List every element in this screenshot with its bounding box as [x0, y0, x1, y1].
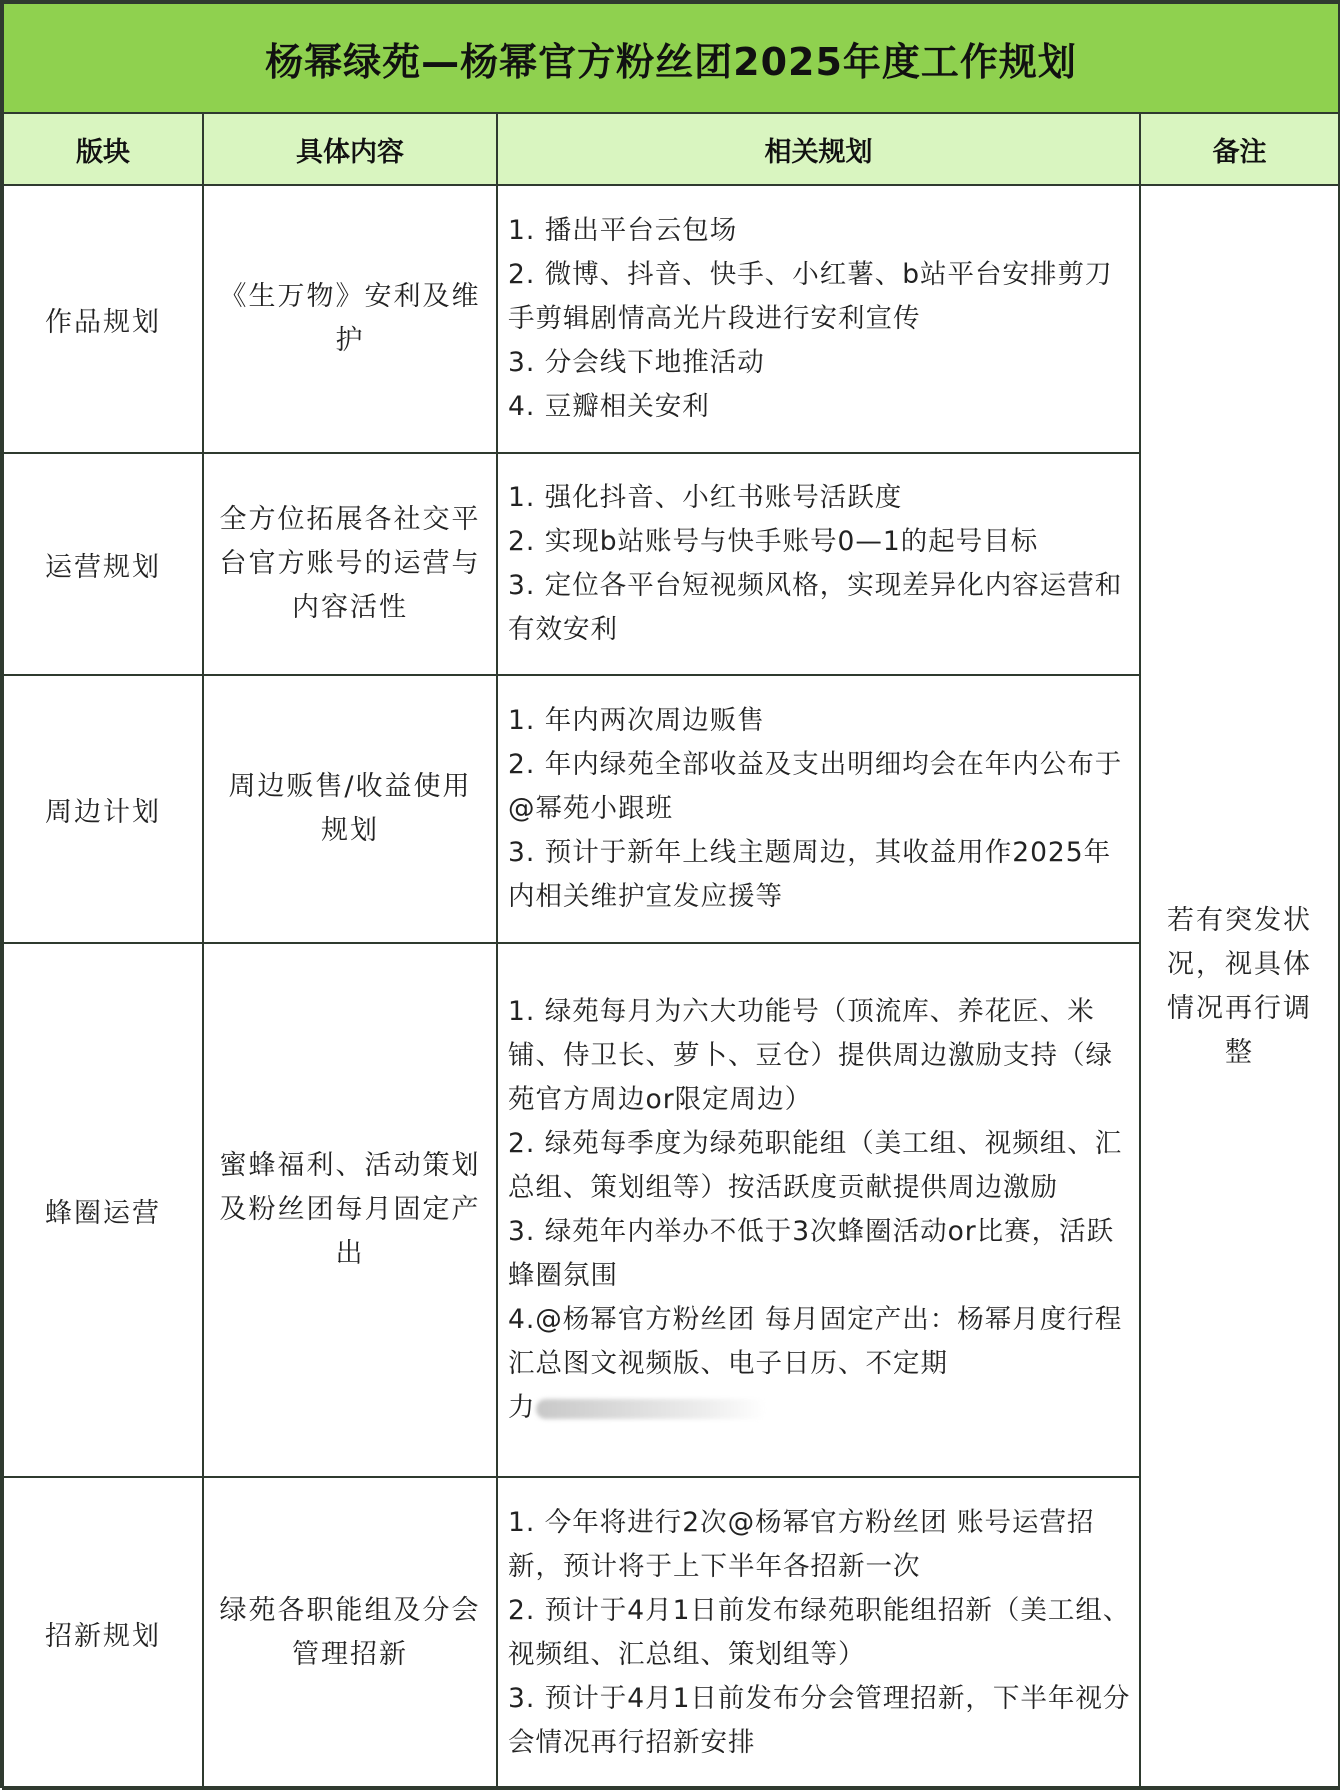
plan-item: 1. 今年将进行2次@杨幂官方粉丝团 账号运营招新，预计将于上下半年各招新一次	[508, 1507, 1095, 1582]
block-cell: 周边计划	[3, 675, 203, 943]
plan-item: 1. 绿苑每月为六大功能号（顶流库、养花匠、米铺、侍卫长、萝卜、豆仓）提供周边激励支持（绿苑官方周边or限定周边）	[508, 996, 1113, 1115]
header-content: 具体内容	[203, 113, 497, 185]
content-cell: 周边贩售/收益使用规划	[203, 675, 497, 943]
blurred-line	[508, 1386, 1131, 1430]
block-cell: 运营规划	[3, 453, 203, 675]
content-cell: 绿苑各职能组及分会管理招新	[203, 1477, 497, 1789]
plan-item: 3. 预计于新年上线主题周边，其收益用作2025年内相关维护宣发应援等	[508, 837, 1112, 912]
header-plan: 相关规划	[497, 113, 1140, 185]
plan-cell	[497, 943, 1140, 1477]
plan-item: 3. 绿苑年内举办不低于3次蜂圈活动or比赛，活跃蜂圈氛围	[508, 1216, 1115, 1291]
plan-item: 2. 微博、抖音、快手、小红薯、b站平台安排剪刀手剪辑剧情高光片段进行安利宣传	[508, 259, 1113, 334]
plan-item: 3. 分会线下地推活动	[508, 347, 765, 378]
remark-cell: 若有突发状况，视具体情况再行调整	[1140, 185, 1339, 1789]
block-cell: 作品规划	[3, 185, 203, 453]
table-row	[3, 453, 1339, 675]
blurred-text-area	[536, 1399, 766, 1419]
header-remark: 备注	[1140, 113, 1339, 185]
plan-item: 1. 年内两次周边贩售	[508, 705, 765, 736]
plan-item: 1. 播出平台云包场	[508, 215, 738, 246]
plan-item: 1. 强化抖音、小红书账号活跃度	[508, 482, 903, 513]
plan-item: 2. 绿苑每季度为绿苑职能组（美工组、视频组、汇总组、策划组等）按活跃度贡献提供周边激励	[508, 1128, 1123, 1203]
blurred-tail-text: 力	[508, 1392, 536, 1423]
header-block: 版块	[3, 113, 203, 185]
content-cell: 全方位拓展各社交平台官方账号的运营与内容活性	[203, 453, 497, 675]
block-cell: 招新规划	[3, 1477, 203, 1789]
plan-item: 2. 实现b站账号与快手账号0—1的起号目标	[508, 526, 1039, 557]
plan-item: 2. 年内绿苑全部收益及支出明细均会在年内公布于@幂苑小跟班	[508, 749, 1123, 824]
plan-cell	[497, 453, 1140, 675]
work-plan-table	[2, 2, 1340, 1790]
plan-item: 3. 预计于4月1日前发布分会管理招新，下半年视分会情况再行招新安排	[508, 1683, 1131, 1758]
page-title: 杨幂绿苑—杨幂官方粉丝团2025年度工作规划	[3, 3, 1339, 113]
plan-cell	[497, 675, 1140, 943]
plan-cell	[497, 185, 1140, 453]
table-row	[3, 185, 1339, 453]
plan-item: 2. 预计于4月1日前发布绿苑职能组招新（美工组、视频组、汇总组、策划组等）	[508, 1595, 1131, 1670]
title-row	[3, 3, 1339, 113]
table-row	[3, 675, 1339, 943]
content-cell: 蜜蜂福利、活动策划及粉丝团每月固定产出	[203, 943, 497, 1477]
block-cell: 蜂圈运营	[3, 943, 203, 1477]
plan-item: 3. 定位各平台短视频风格，实现差异化内容运营和有效安利	[508, 570, 1123, 645]
table-row	[3, 943, 1339, 1477]
header-row	[3, 113, 1339, 185]
plan-item: 4. 豆瓣相关安利	[508, 391, 710, 422]
content-cell: 《生万物》安利及维护	[203, 185, 497, 453]
table-row	[3, 1477, 1339, 1789]
plan-item: 4.@杨幂官方粉丝团 每月固定产出：杨幂月度行程汇总图文视频版、电子日历、不定期	[508, 1304, 1123, 1379]
plan-cell	[497, 1477, 1140, 1789]
